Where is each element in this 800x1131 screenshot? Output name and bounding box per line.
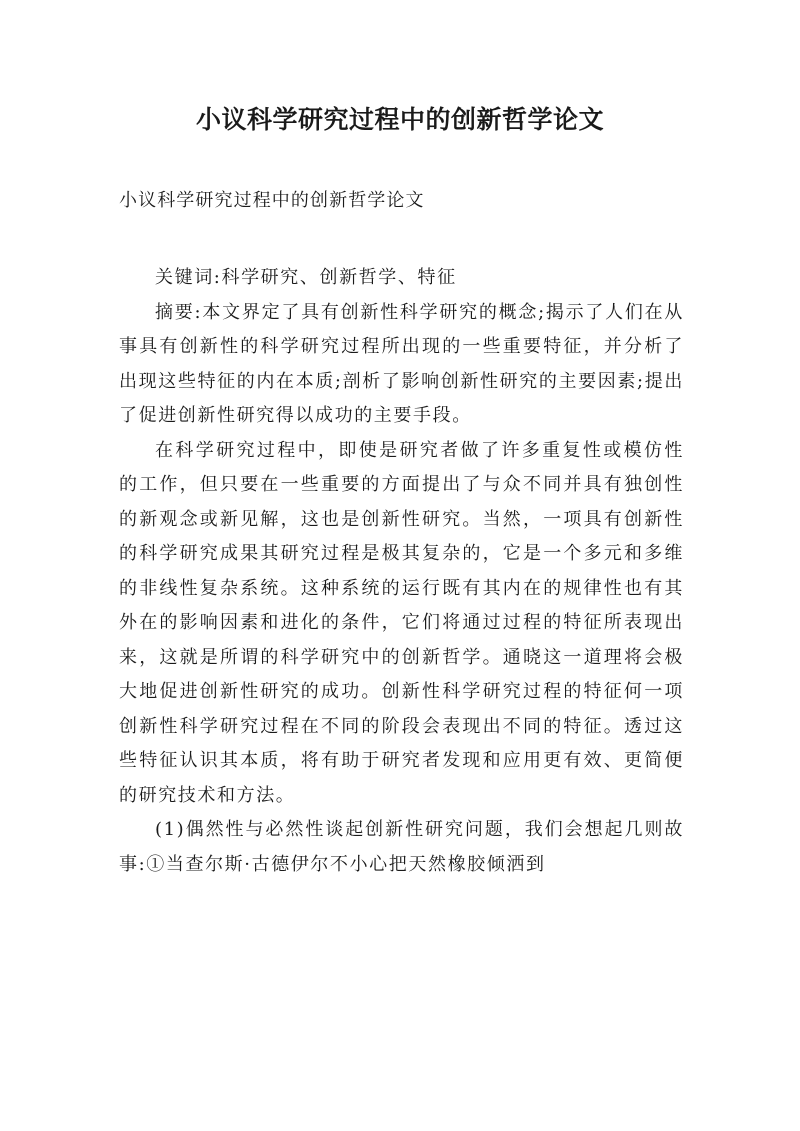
keywords-paragraph: 关键词:科学研究、创新哲学、特征 bbox=[155, 267, 457, 288]
body-paragraph-1: 在科学研究过程中，即使是研究者做了许多重复性或模仿性的工作，但只要在一些重要的方面提出了与众不同并具有独创性的新观念或新见解，这也是创新性研究。当然，一项具有创新性的科学研究成果其研究过程是极其复杂的，它是一个多元和多维的非线性复杂系统。这种系统的运行既有其内在的规律性也有其外在的影响因素和进化的条件，它们将通过过程的特征所表现出来，这就是所谓的科学研究中的创新哲学。通晓这一道理将会极大地促进创新性研究的成功。创新性科学研究过程的特征何一项创新性科学研究过程在不同的阶段会表现出不同的特征。透过这些特征认识其本质，将有助于研究者发现和应用更有效、更简便的研究技术和方法。 bbox=[119, 439, 684, 806]
document-title: 小议科学研究过程中的创新哲学论文 bbox=[195, 105, 604, 134]
document-subtitle: 小议科学研究过程中的创新哲学论文 bbox=[119, 190, 425, 211]
document-body bbox=[119, 261, 684, 882]
abstract-paragraph: 摘要:本文界定了具有创新性科学研究的概念;揭示了人们在从事具有创新性的科学研究过程所出现的一些重要特征，并分析了出现这些特征的内在本质;剖析了影响创新性研究的主要因素;提出了促进创新性研究得以成功的主要手段。 bbox=[119, 301, 684, 426]
body-paragraph-2: (1)偶然性与必然性谈起创新性研究问题，我们会想起几则故事:①当查尔斯·古德伊尔不小心把天然橡胶倾洒到 bbox=[119, 819, 684, 875]
